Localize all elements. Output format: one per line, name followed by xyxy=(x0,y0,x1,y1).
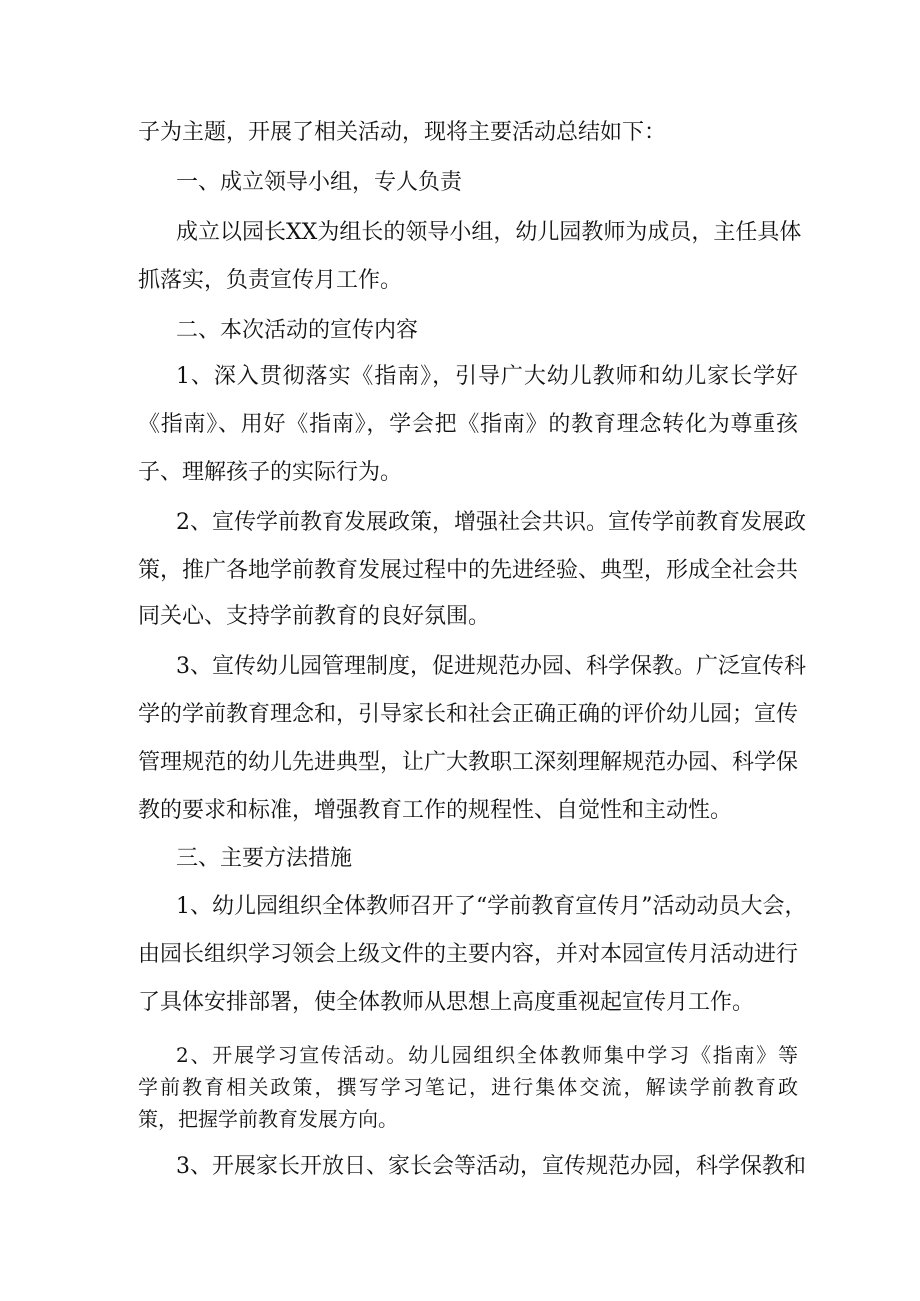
text-line: 同关心、支持学前教育的良好氛围。 xyxy=(138,604,491,629)
section-heading-2: 二、本次活动的宣传内容 xyxy=(176,318,419,343)
text-line: 1、幼儿园组织全体教师召开了“学前教育宣传月”活动动员大会， xyxy=(176,894,807,919)
section-heading-3: 三、主要方法措施 xyxy=(176,846,353,871)
text-line: 子、理解孩子的实际行为。 xyxy=(138,460,403,485)
text-line: 3、开展家长开放日、家长会等活动，宣传规范办园，科学保教和 xyxy=(176,1154,806,1179)
text-line: 策，推广各地学前教育发展过程中的先进经验、典型，形成全社会共 xyxy=(138,558,799,583)
text-line: 了具体安排部署，使全体教师从思想上高度重视起宣传月工作。 xyxy=(138,990,755,1015)
text-line: 《指南》、用好《指南》，学会把《指南》的教育理念转化为尊重孩 xyxy=(138,412,798,437)
text-line: 教的要求和标准，增强教育工作的规程性、自觉性和主动性。 xyxy=(138,798,733,823)
text-line: 成立以园长XX为组长的领导小组，幼儿园教师为成员，主任具体 xyxy=(176,220,802,245)
text-line: 学的学前教育理念和，引导家长和社会正确正确的评价幼儿园；宣传 xyxy=(138,702,799,727)
text-line: 策，把握学前教育发展方向。 xyxy=(138,1107,398,1131)
section-heading-1: 一、成立领导小组，专人负责 xyxy=(176,170,463,195)
text-line: 管理规范的幼儿先进典型，让广大教职工深刻理解规范办园、科学保 xyxy=(138,750,799,775)
text-line: 子为主题，开展了相关活动，现将主要活动总结如下： xyxy=(138,120,667,145)
text-line: 由园长组织学习领会上级文件的主要内容，并对本园宣传月活动进行 xyxy=(138,942,799,967)
text-line: 2、开展学习宣传活动。幼儿园组织全体教师集中学习《指南》等 xyxy=(176,1043,798,1067)
text-line: 学前教育相关政策，撰写学习笔记，进行集体交流，解读学前教育政 xyxy=(138,1075,798,1099)
text-line: 抓落实，负责宣传月工作。 xyxy=(138,268,403,293)
text-line: 3、宣传幼儿园管理制度，促进规范办园、科学保教。广泛宣传科 xyxy=(176,654,806,679)
text-line: 2、宣传学前教育发展政策，增强社会共识。宣传学前教育发展政 xyxy=(176,510,806,535)
text-line: 1、深入贯彻落实《指南》，引导广大幼儿教师和幼儿家长学好 xyxy=(176,364,798,389)
